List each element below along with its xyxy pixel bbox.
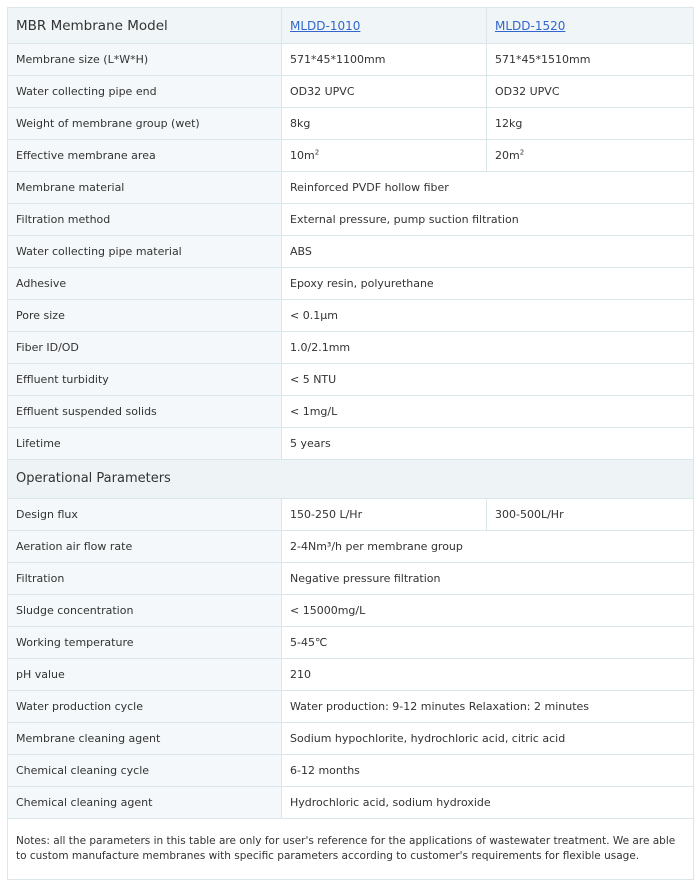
row-label: Lifetime — [8, 428, 282, 460]
table-row — [8, 755, 694, 787]
table-row — [8, 300, 694, 332]
row-value: Epoxy resin, polyurethane — [282, 268, 694, 300]
table-row — [8, 396, 694, 428]
row-value: 5 years — [282, 428, 694, 460]
area-superscript-1: 2 — [314, 147, 320, 156]
row-label: Filtration method — [8, 204, 282, 236]
row-value: < 1mg/L — [282, 396, 694, 428]
row-label: Filtration — [8, 563, 282, 595]
row-label: Working temperature — [8, 627, 282, 659]
row-value: ABS — [282, 236, 694, 268]
model-2-link[interactable]: MLDD-1520 — [495, 18, 566, 33]
model-1-link[interactable]: MLDD-1010 — [290, 18, 361, 33]
row-value: 2-4Nm³/h per membrane group — [282, 531, 694, 563]
table-row — [8, 204, 694, 236]
header-model-2-cell — [487, 8, 694, 44]
row-value: Sodium hypochlorite, hydrochloric acid, citric acid — [282, 723, 694, 755]
row-label: Pore size — [8, 300, 282, 332]
table-row — [8, 172, 694, 204]
row-label: Aeration air flow rate — [8, 531, 282, 563]
table-row — [8, 428, 694, 460]
table-header-row — [8, 8, 694, 44]
table-row — [8, 691, 694, 723]
row-label: Weight of membrane group (wet) — [8, 108, 282, 140]
notes-text: Notes: all the parameters in this table are only for user's reference for the applications of wastewater treatment. We are able to custom manufacture membranes with specific parameters according to customer's requirements for flexible usage. — [8, 819, 694, 880]
row-value: 150-250 L/Hr — [282, 499, 487, 531]
area-value-2: 20m — [495, 148, 520, 162]
row-value: 210 — [282, 659, 694, 691]
table-row — [8, 659, 694, 691]
row-label: Effluent suspended solids — [8, 396, 282, 428]
table-row — [8, 140, 694, 172]
row-value: 571*45*1100mm — [282, 44, 487, 76]
notes-row — [8, 819, 694, 880]
table-row — [8, 76, 694, 108]
row-value: Hydrochloric acid, sodium hydroxide — [282, 787, 694, 819]
table-row — [8, 563, 694, 595]
row-value: 1.0/2.1mm — [282, 332, 694, 364]
row-value: < 15000mg/L — [282, 595, 694, 627]
row-value: OD32 UPVC — [282, 76, 487, 108]
row-label: Membrane material — [8, 172, 282, 204]
area-value-1: 10m — [290, 148, 315, 162]
row-label: Water collecting pipe end — [8, 76, 282, 108]
row-label: Sludge concentration — [8, 595, 282, 627]
section-header-row — [8, 460, 694, 499]
row-value: 300-500L/Hr — [487, 499, 694, 531]
row-value: Water production: 9-12 minutes Relaxation: 2 minutes — [282, 691, 694, 723]
row-value: < 0.1μm — [282, 300, 694, 332]
table-row — [8, 364, 694, 396]
row-value: 8kg — [282, 108, 487, 140]
row-value-cell — [282, 140, 487, 172]
row-value: 12kg — [487, 108, 694, 140]
header-model-1-cell — [282, 8, 487, 44]
row-label: Membrane cleaning agent — [8, 723, 282, 755]
row-label: Membrane size (L*W*H) — [8, 44, 282, 76]
row-value: OD32 UPVC — [487, 76, 694, 108]
row-label: Adhesive — [8, 268, 282, 300]
table-row — [8, 531, 694, 563]
section-title: Operational Parameters — [8, 460, 694, 499]
area-superscript-2: 2 — [519, 147, 525, 156]
row-label: Chemical cleaning agent — [8, 787, 282, 819]
table-row — [8, 787, 694, 819]
row-label: Water production cycle — [8, 691, 282, 723]
header-title: MBR Membrane Model — [8, 8, 282, 44]
row-label: pH value — [8, 659, 282, 691]
table-row — [8, 268, 694, 300]
table-row — [8, 499, 694, 531]
spec-table — [7, 7, 694, 880]
row-label: Chemical cleaning cycle — [8, 755, 282, 787]
row-value: External pressure, pump suction filtration — [282, 204, 694, 236]
row-value: Reinforced PVDF hollow fiber — [282, 172, 694, 204]
row-value-cell — [487, 140, 694, 172]
row-label: Effective membrane area — [8, 140, 282, 172]
table-row — [8, 332, 694, 364]
row-value: < 5 NTU — [282, 364, 694, 396]
row-value: 6-12 months — [282, 755, 694, 787]
row-label: Effluent turbidity — [8, 364, 282, 396]
row-value: 5-45℃ — [282, 627, 694, 659]
table-row — [8, 627, 694, 659]
table-row — [8, 108, 694, 140]
row-value: 571*45*1510mm — [487, 44, 694, 76]
row-label: Fiber ID/OD — [8, 332, 282, 364]
table-row — [8, 595, 694, 627]
table-row — [8, 236, 694, 268]
table-row — [8, 44, 694, 76]
row-value: Negative pressure filtration — [282, 563, 694, 595]
table-row — [8, 723, 694, 755]
row-label: Design flux — [8, 499, 282, 531]
row-label: Water collecting pipe material — [8, 236, 282, 268]
